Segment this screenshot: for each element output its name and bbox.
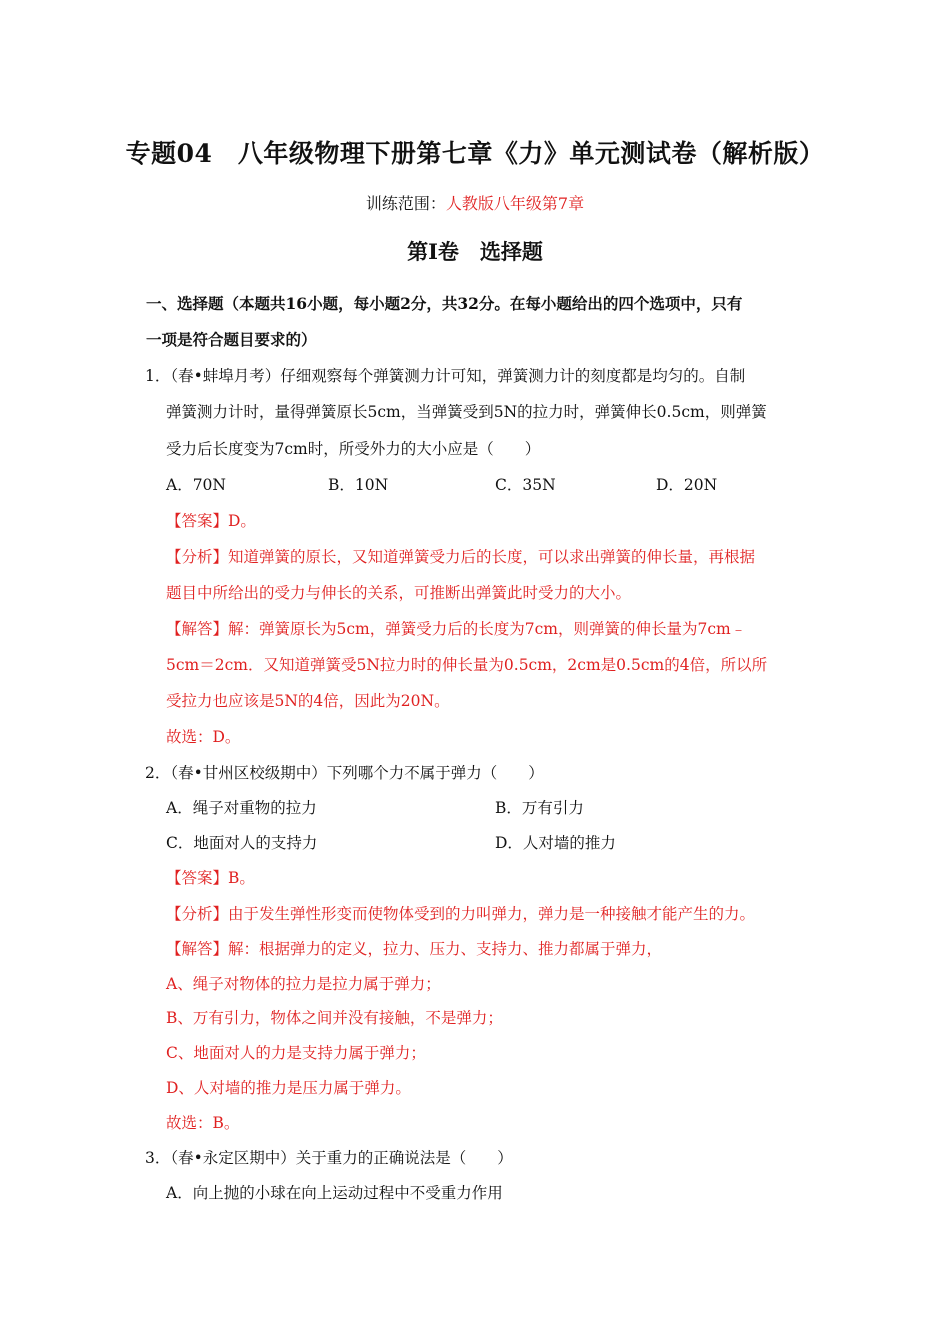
section-intro-line: 一、选择题（本题共16小题，每小题2分，共32分。在每小题给出的四个选项中，只有 <box>146 294 743 313</box>
section-intro-line: 一项是符合题目要求的） <box>146 330 317 349</box>
question-2-solution: D、人对墙的推力是压力属于弹力。 <box>166 1079 411 1097</box>
question-1-solution: 5cm＝2cm．又知道弹簧受5N拉力时的伸长量为0.5cm，2cm是0.5cm的4倍，所以所 <box>166 656 768 674</box>
question-1-answer: 【答案】D。 <box>166 512 256 530</box>
question-1-choice: 故选：D。 <box>166 728 241 746</box>
question-1-stem: 受力后长度变为7cm时，所受外力的大小应是（ ） <box>166 440 541 458</box>
question-2-option-c: C．地面对人的支持力 <box>166 834 318 852</box>
question-1-stem: 1．（春•蚌埠月考）仔细观察每个弹簧测力计可知，弹簧测力计的刻度都是均匀的。自制 <box>145 367 746 385</box>
document-title: 专题04 八年级物理下册第七章《力》单元测试卷（解析版） <box>125 139 825 168</box>
question-2-option-a: A．绳子对重物的拉力 <box>166 799 317 817</box>
training-scope <box>0 191 950 214</box>
question-1-solution: 受拉力也应该是5N的4倍，因此为20N。 <box>166 692 450 710</box>
question-2-stem: 2．（春•甘州区校级期中）下列哪个力不属于弹力（ ） <box>145 764 544 782</box>
question-2-solution: C、地面对人的力是支持力属于弹力； <box>166 1044 426 1062</box>
question-3-stem: 3．（春•永定区期中）关于重力的正确说法是（ ） <box>145 1149 513 1167</box>
section-heading: 第Ⅰ卷 选择题 <box>407 239 543 264</box>
question-1-option-a: A．70N <box>166 476 226 494</box>
question-2-solution: 【解答】解：根据弹力的定义，拉力、压力、支持力、推力都属于弹力， <box>166 940 663 958</box>
question-2-solution: B、万有引力，物体之间并没有接触，不是弹力； <box>166 1009 503 1027</box>
question-1-option-c: C．35N <box>495 476 556 494</box>
question-1-option-d: D．20N <box>656 476 718 494</box>
question-2-analysis: 【分析】由于发生弹性形变而使物体受到的力叫弹力，弹力是一种接触才能产生的力。 <box>166 905 756 923</box>
training-scope-label: 训练范围： <box>365 194 446 213</box>
question-2-choice: 故选：B。 <box>166 1114 240 1132</box>
question-1-stem: 弹簧测力计时，量得弹簧原长5cm，当弹簧受到5N的拉力时，弹簧伸长0.5cm，则弹簧 <box>166 403 767 421</box>
question-1-option-b: B．10N <box>328 476 389 494</box>
question-2-answer: 【答案】B。 <box>166 869 255 887</box>
question-2-option-b: B．万有引力 <box>495 799 584 817</box>
question-3-option-a: A．向上抛的小球在向上运动过程中不受重力作用 <box>166 1184 503 1202</box>
training-scope-value: 人教版八年级第7章 <box>445 194 585 213</box>
question-1-analysis: 题目中所给出的受力与伸长的关系，可推断出弹簧此时受力的大小。 <box>166 584 632 602</box>
question-2-option-d: D．人对墙的推力 <box>495 834 616 852</box>
question-1-solution: 【解答】解：弹簧原长为5cm，弹簧受力后的长度为7cm，则弹簧的伸长量为7cm﹣ <box>166 620 747 638</box>
question-2-solution: A、绳子对物体的拉力是拉力属于弹力； <box>166 975 441 993</box>
question-1-analysis: 【分析】知道弹簧的原长，又知道弹簧受力后的长度，可以求出弹簧的伸长量，再根据 <box>166 548 756 566</box>
